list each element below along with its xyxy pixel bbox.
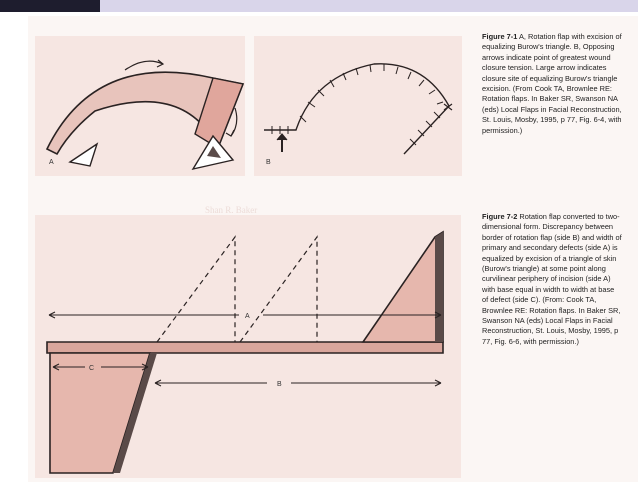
figure-1a-panel <box>35 36 245 176</box>
suture-line <box>264 64 449 154</box>
figure-2-caption <box>482 212 622 347</box>
rotation-arrow-1-head <box>157 60 163 67</box>
rotation-arrow-1 <box>125 61 163 70</box>
small-triangle <box>70 144 97 166</box>
dimension-b <box>155 380 441 386</box>
dimension-c-label: C <box>89 365 95 372</box>
top-bar-accent <box>0 0 100 12</box>
figure-1a-illustration <box>35 36 245 176</box>
rotation-arrow-2-head <box>226 130 234 136</box>
figure-1-caption <box>482 32 622 136</box>
figure-2-caption-body: Rotation flap converted to two-dimensional form. Discrepancy between border of rotation flap (side B) and width of primary and secondary defects (side A) is equalized by excision of a triangle of skin (Burow's triangle) at some point along curvilinear periphery of incision (side A) with base equal in width to width at base of defect (side C). (From: Cook TA, Brownlee RE: Rotation flaps. In Baker SR, Swanson NA (eds) Local Flaps in Facial Reconstruction, St. Louis, Mosby, 1995, p 77, Fig. 6-6, with permission.) <box>482 212 622 346</box>
figure-2-caption-title: Figure 7-2 <box>482 212 518 221</box>
suture-stitches <box>272 64 443 145</box>
burows-triangles-dashed <box>157 237 317 342</box>
figure-2-panel <box>35 215 461 478</box>
primary-defect-edge <box>435 232 443 342</box>
figure-1a-label: A <box>49 159 54 166</box>
figure-1b-panel <box>254 36 462 176</box>
dimension-b-label: B <box>277 381 282 388</box>
ghost-subheading: Shan R. Baker <box>205 205 258 215</box>
figure-1-caption-body: A, Rotation flap with excision of equalizing Burow's triangle. B, Opposing arrows indicate point of greatest wound closure tension. Large arrow indicates closure site of equalizing Burow's triangle excision. (From Cook TA, Brownlee RE: Rotation flaps. In Baker SR, Swanson NA (eds) Local Flaps in Facial Reconstruction, St. Louis, Mosby, 1995, p 77, Fig. 6-4, with permission.) <box>482 32 622 135</box>
closure-arrow-head <box>277 134 287 140</box>
top-bar <box>0 0 638 12</box>
dimension-a-label: A <box>245 313 250 320</box>
base-strip <box>47 342 443 353</box>
figure-1b-illustration <box>254 36 462 176</box>
figure-1b-label: B <box>266 159 271 166</box>
figure-1-caption-title: Figure 7-1 <box>482 32 518 41</box>
figure-2-illustration <box>35 215 461 478</box>
primary-defect <box>363 232 443 342</box>
